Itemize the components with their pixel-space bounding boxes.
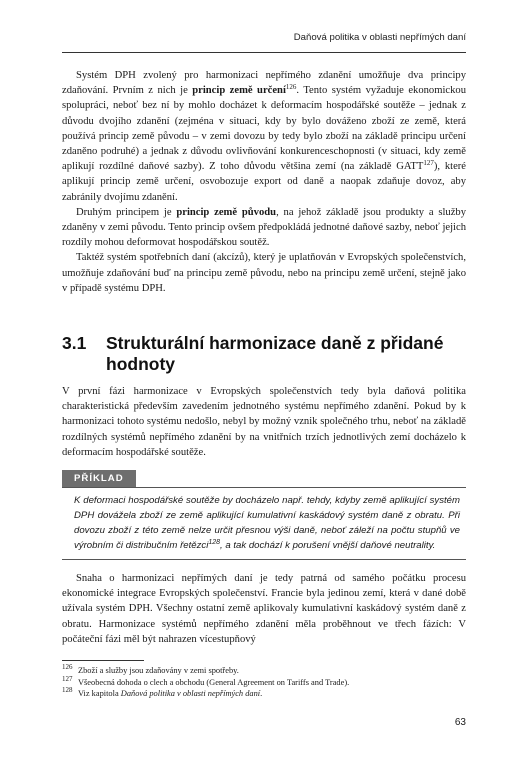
paragraph: Druhým principem je princip země původu, na jehož základě jsou produkty a služby zdaněny v zemi původu. Tento princip ovšem předpokládá jednotné daňové sazby, neboť jejich rozdíly mohou deformovat hospodářskou soutěž.	[62, 206, 466, 249]
footnote	[62, 665, 466, 677]
intro-text	[62, 68, 466, 296]
section-title: Strukturální harmonizace daně z přidané hodnoty	[106, 333, 444, 374]
page-number: 63	[454, 717, 466, 728]
footnote-number: 126	[62, 663, 73, 671]
section-heading	[62, 333, 466, 375]
footnote	[62, 688, 466, 700]
footnote-ref[interactable]: 128	[208, 539, 221, 546]
footnote-text: Všeobecná dohoda o clech a obchodu (General Agreement on Tariffs and Trade).	[78, 677, 350, 687]
example-text: K deformaci hospodářské soutěže by docházelo např. tehdy, kdyby země aplikující systém DPH dovážela zboží ze země aplikující kumulativní kaskádový systém daně z obratu. Při dovozu zboží z této země nelze určit přesnou výši daně, neboť záleží na počtu stupňů ve výrobním či distribučním řetězci$^{128}$, a tak dochází k porušení vnější daňové neutrality.	[74, 495, 460, 551]
footnotes	[62, 660, 466, 700]
running-title: Daňová politika v oblasti nepřímých daní	[293, 32, 466, 43]
footnote-ref[interactable]: 126	[285, 83, 297, 92]
paragraph: Taktéž systém spotřebních daní (akcízů), který je uplatňován v Evropských společenstvích, umožňuje zdaňování buď na principu země původu, nebo na principu země určení, stejně jako v případě systému DPH.	[62, 252, 466, 294]
divider	[62, 559, 466, 560]
footnote-ref[interactable]: 127	[423, 159, 434, 168]
running-header	[62, 30, 466, 53]
section-text-continued	[62, 571, 466, 647]
footnote-text: Viz kapitola Daňová politika v oblasti nepřímých daní.	[78, 689, 263, 698]
paragraph: V první fázi harmonizace v Evropských společenstvích tedy byla daňová politika charakteristická především zavedením jednotného systému nepřímého zdanění. Pokud by k harmonizaci tohoto systému nedošlo, nebyl by možný vznik společného trhu, neboť na základě rozdílných systémů nepřímého zdanění by na vnitřních trzích jednotlivých zemí docházelo k deformacím hospodářské soutěže.	[62, 386, 466, 458]
footnote	[62, 674, 466, 689]
paragraph: Systém DPH zvolený pro harmonizaci nepřímého zdanění umožňuje dva principy zdaňování. Prvním z nich je princip země určení$^{126}$. Tento systém vyžaduje ekonomickou spolupráci, neboť bez ní by mohlo docházet k deformacím hospodářské soutěže – jednak z důvodu dvojího zdanění (zejména v situaci, kdy by bylo dováženo zboží ze země, která používá princip země původu – v zemi dovozu by tedy bylo zboží na základě principu určení zdaněno podruhé) a jednak z důvodu ovlivňování konkurenceschopnosti (v situaci, kdy země aplikují rozdílné daňové sazby). Z toho důvodu většina zemí (na základě GATT$^{127}$), které aplikují princip země určení, osvobozuje export od daně a naopak zdaňuje dovoz, aby zabránily dvojímu zdanění.	[62, 70, 467, 203]
example-box	[62, 468, 466, 560]
paragraph: Snaha o harmonizaci nepřímých daní je tedy patrná od samého počátku procesu ekonomické integrace Evropských společenství. Francie byla jedinou zemí, která v dané době užívala systém DPH. Všechny ostatní země aplikovaly kumulativní kaskádový systém daně z obratu. Harmonizace systémů nepřímého zdanění měla proběhnout ve třech fázích: V počáteční fázi měl být nahrazen vícestupňový	[62, 573, 466, 645]
section-number: 3.1	[62, 333, 87, 353]
footnote-number: 128	[62, 686, 73, 694]
section-text	[62, 384, 466, 460]
footnote-text: Zboží a služby jsou zdaňovány v zemi spotřeby.	[78, 666, 239, 675]
bold-term: princip země určení	[192, 85, 286, 97]
footnote-divider	[62, 660, 144, 661]
example-label: PŘÍKLAD	[62, 470, 136, 487]
bold-term: princip země původu	[176, 206, 277, 218]
footnote-number: 127	[62, 674, 73, 683]
